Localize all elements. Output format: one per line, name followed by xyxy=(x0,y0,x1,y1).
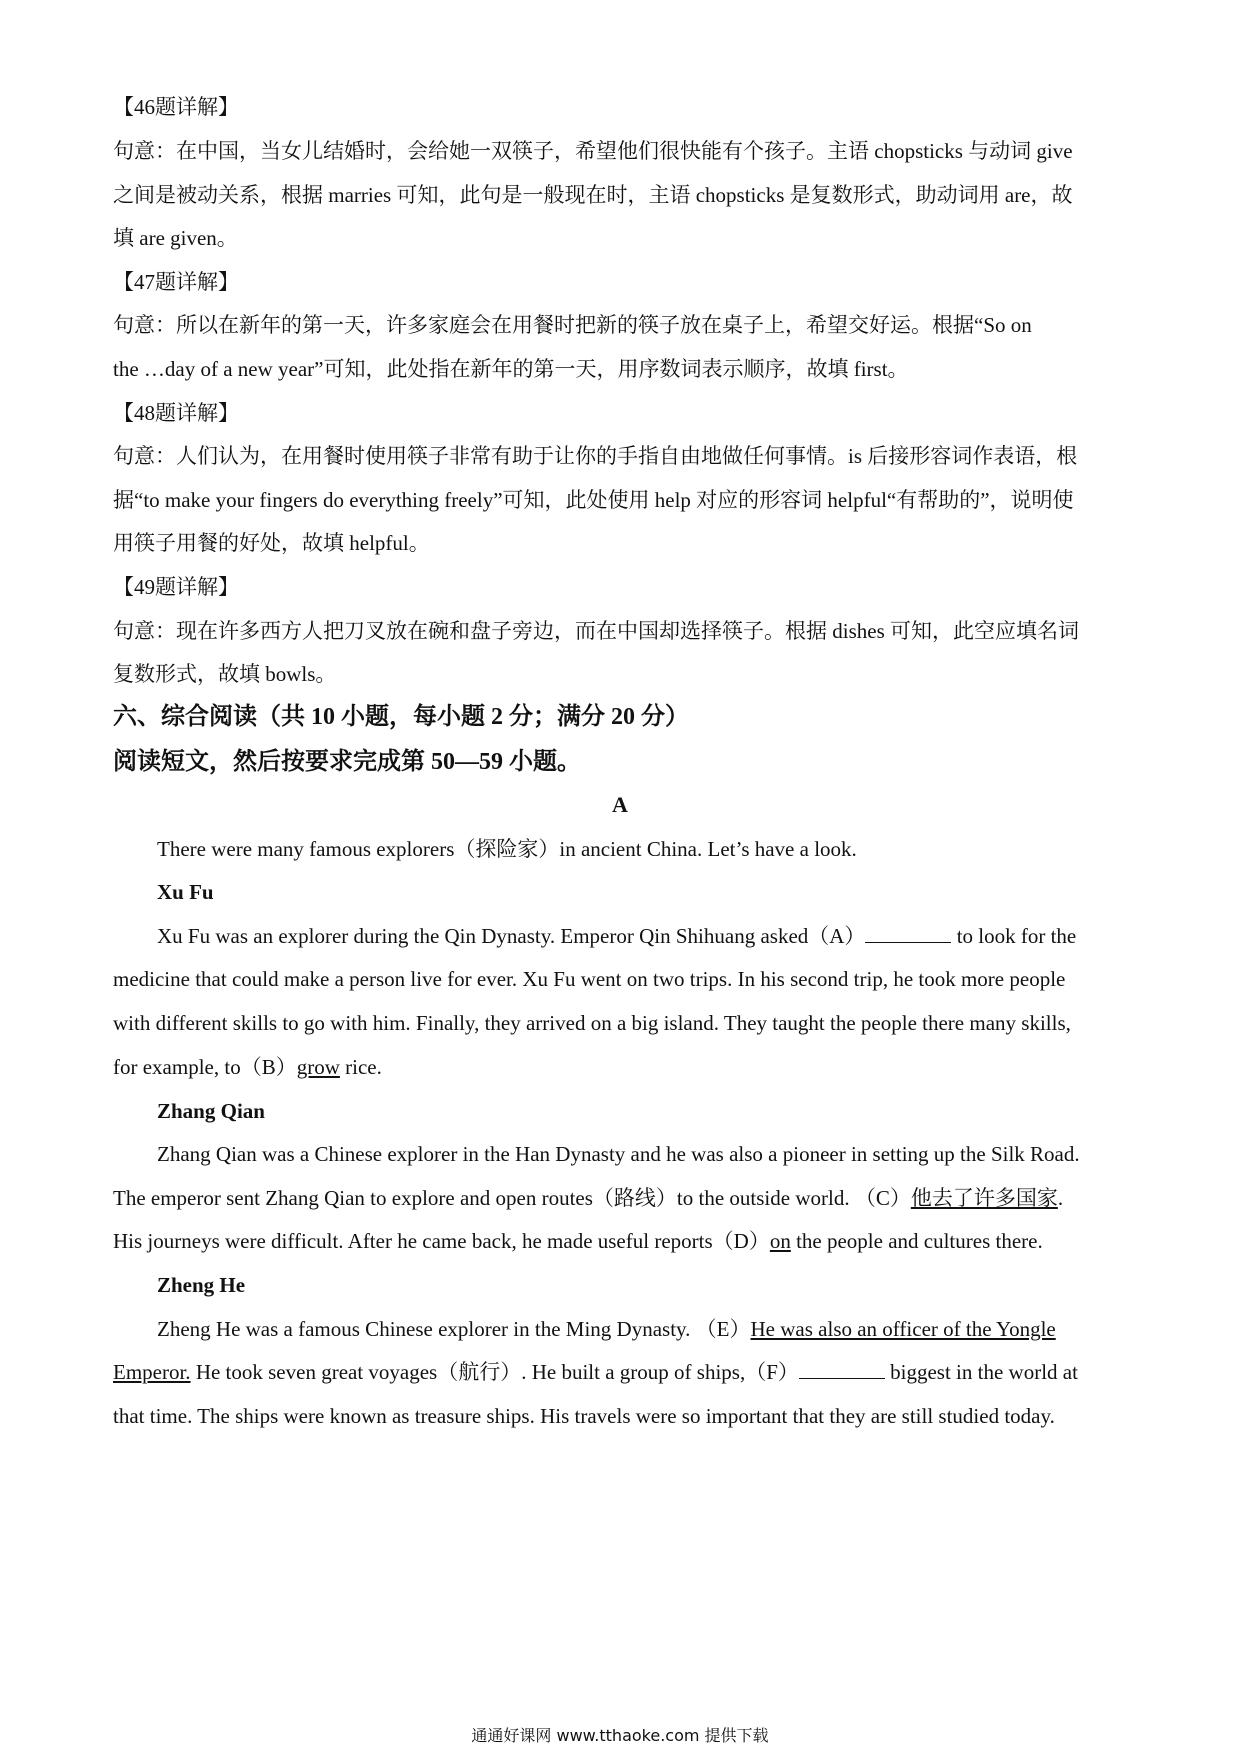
passage-intro: There were many famous explorers（探险家）in ancient China. Let’s have a look. xyxy=(157,837,857,861)
q46-line-1: 句意：在中国，当女儿结婚时，会给她一双筷子，希望他们很快能有个孩子。主语 chopsticks 与动词 give xyxy=(113,139,1073,163)
q48-line-3: 用筷子用餐的好处，故填 helpful。 xyxy=(113,531,430,555)
xufu-line-2: medicine that could make a person live for ever. Xu Fu went on two trips. In his second trip, he took more people xyxy=(113,967,1066,991)
passage-label: A xyxy=(612,792,628,817)
blank-a xyxy=(865,924,951,943)
zhangqian-line-2-text: The emperor sent Zhang Qian to explore and open routes（路线）to the outside world. （C） xyxy=(113,1186,911,1210)
q49-line-1: 句意：现在许多西方人把刀叉放在碗和盘子旁边，而在中国却选择筷子。根据 dishes 可知，此空应填名词 xyxy=(113,619,1079,643)
xufu-line-4-text: for example, to（B） xyxy=(113,1055,297,1079)
q48-line-1: 句意：人们认为，在用餐时使用筷子非常有助于让你的手指自由地做任何事情。is 后接形容词作表语，根 xyxy=(113,444,1078,468)
q48-line-2: 据“to make your fingers do everything freely”可知，此处使用 help 对应的形容词 helpful“有帮助的”，说明使 xyxy=(113,488,1074,512)
section-title: 六、综合阅读（共 10 小题，每小题 2 分；满分 20 分） xyxy=(113,704,689,730)
q46-line-3: 填 are given。 xyxy=(113,226,238,250)
q47-line-2: the …day of a new year”可知，此处指在新年的第一天，用序数词表示顺序，故填 first。 xyxy=(113,357,909,381)
zhenghe-heading: Zheng He xyxy=(157,1273,246,1297)
xufu-heading: Xu Fu xyxy=(157,880,214,904)
zhenghe-line-1 xyxy=(157,1316,1056,1342)
underlined-word-b: grow xyxy=(296,1055,340,1079)
q49-heading: 【49题详解】 xyxy=(113,575,239,599)
q47-heading: 【47题详解】 xyxy=(113,270,239,294)
underlined-sentence-c: 他去了许多国家 xyxy=(910,1186,1058,1210)
q47-line-1: 句意：所以在新年的第一天，许多家庭会在用餐时把新的筷子放在桌子上，希望交好运。根据“So on xyxy=(113,313,1032,337)
underlined-sentence-e-part1: He was also an officer of the Yongle xyxy=(750,1317,1056,1341)
zhenghe-line-1-text: Zheng He was a famous Chinese explorer in the Ming Dynasty. （E） xyxy=(157,1317,751,1341)
xufu-line-4-text-end: rice. xyxy=(339,1055,382,1079)
xufu-line-1 xyxy=(157,923,1076,949)
xufu-line-1-text-end: to look for the xyxy=(951,924,1077,948)
zhangqian-line-2 xyxy=(113,1185,1063,1211)
xufu-line-1-text: Xu Fu was an explorer during the Qin Dynasty. Emperor Qin Shihuang asked（A） xyxy=(157,924,866,948)
blank-f xyxy=(799,1360,885,1379)
zhangqian-line-1: Zhang Qian was a Chinese explorer in the Han Dynasty and he was also a pioneer in setting up the Silk Road. xyxy=(157,1142,1080,1166)
q49-line-2: 复数形式，故填 bowls。 xyxy=(113,662,337,686)
zhangqian-line-3-text: His journeys were difficult. After he came back, he made useful reports（D） xyxy=(113,1229,770,1253)
zhenghe-line-3: that time. The ships were known as treasure ships. His travels were so important that they are still studied today. xyxy=(113,1404,1055,1428)
zhenghe-line-2-text: He took seven great voyages（航行）. He built a group of ships,（F） xyxy=(190,1360,799,1384)
zhenghe-line-2 xyxy=(113,1359,1078,1385)
footer-watermark: 通通好课网 www.tthaoke.com 提供下载 xyxy=(471,1726,769,1745)
q48-heading: 【48题详解】 xyxy=(113,401,239,425)
xufu-line-4 xyxy=(113,1054,382,1080)
zhangqian-line-2-text-end: . xyxy=(1057,1186,1064,1210)
underlined-sentence-e-part2: Emperor. xyxy=(113,1360,191,1384)
underlined-word-d: on xyxy=(769,1229,791,1253)
zhenghe-line-2-text-end: biggest in the world at xyxy=(884,1360,1078,1384)
zhangqian-line-3-text-end: the people and cultures there. xyxy=(790,1229,1043,1253)
q46-line-2: 之间是被动关系，根据 marries 可知，此句是一般现在时，主语 chopsticks 是复数形式，助动词用 are，故 xyxy=(113,183,1073,207)
section-instruction: 阅读短文，然后按要求完成第 50—59 小题。 xyxy=(113,749,581,775)
zhangqian-line-3 xyxy=(113,1228,1043,1254)
xufu-line-3: with different skills to go with him. Finally, they arrived on a big island. They taught the people there many skills, xyxy=(113,1011,1071,1035)
zhangqian-heading: Zhang Qian xyxy=(157,1099,265,1123)
q46-heading: 【46题详解】 xyxy=(113,95,239,119)
